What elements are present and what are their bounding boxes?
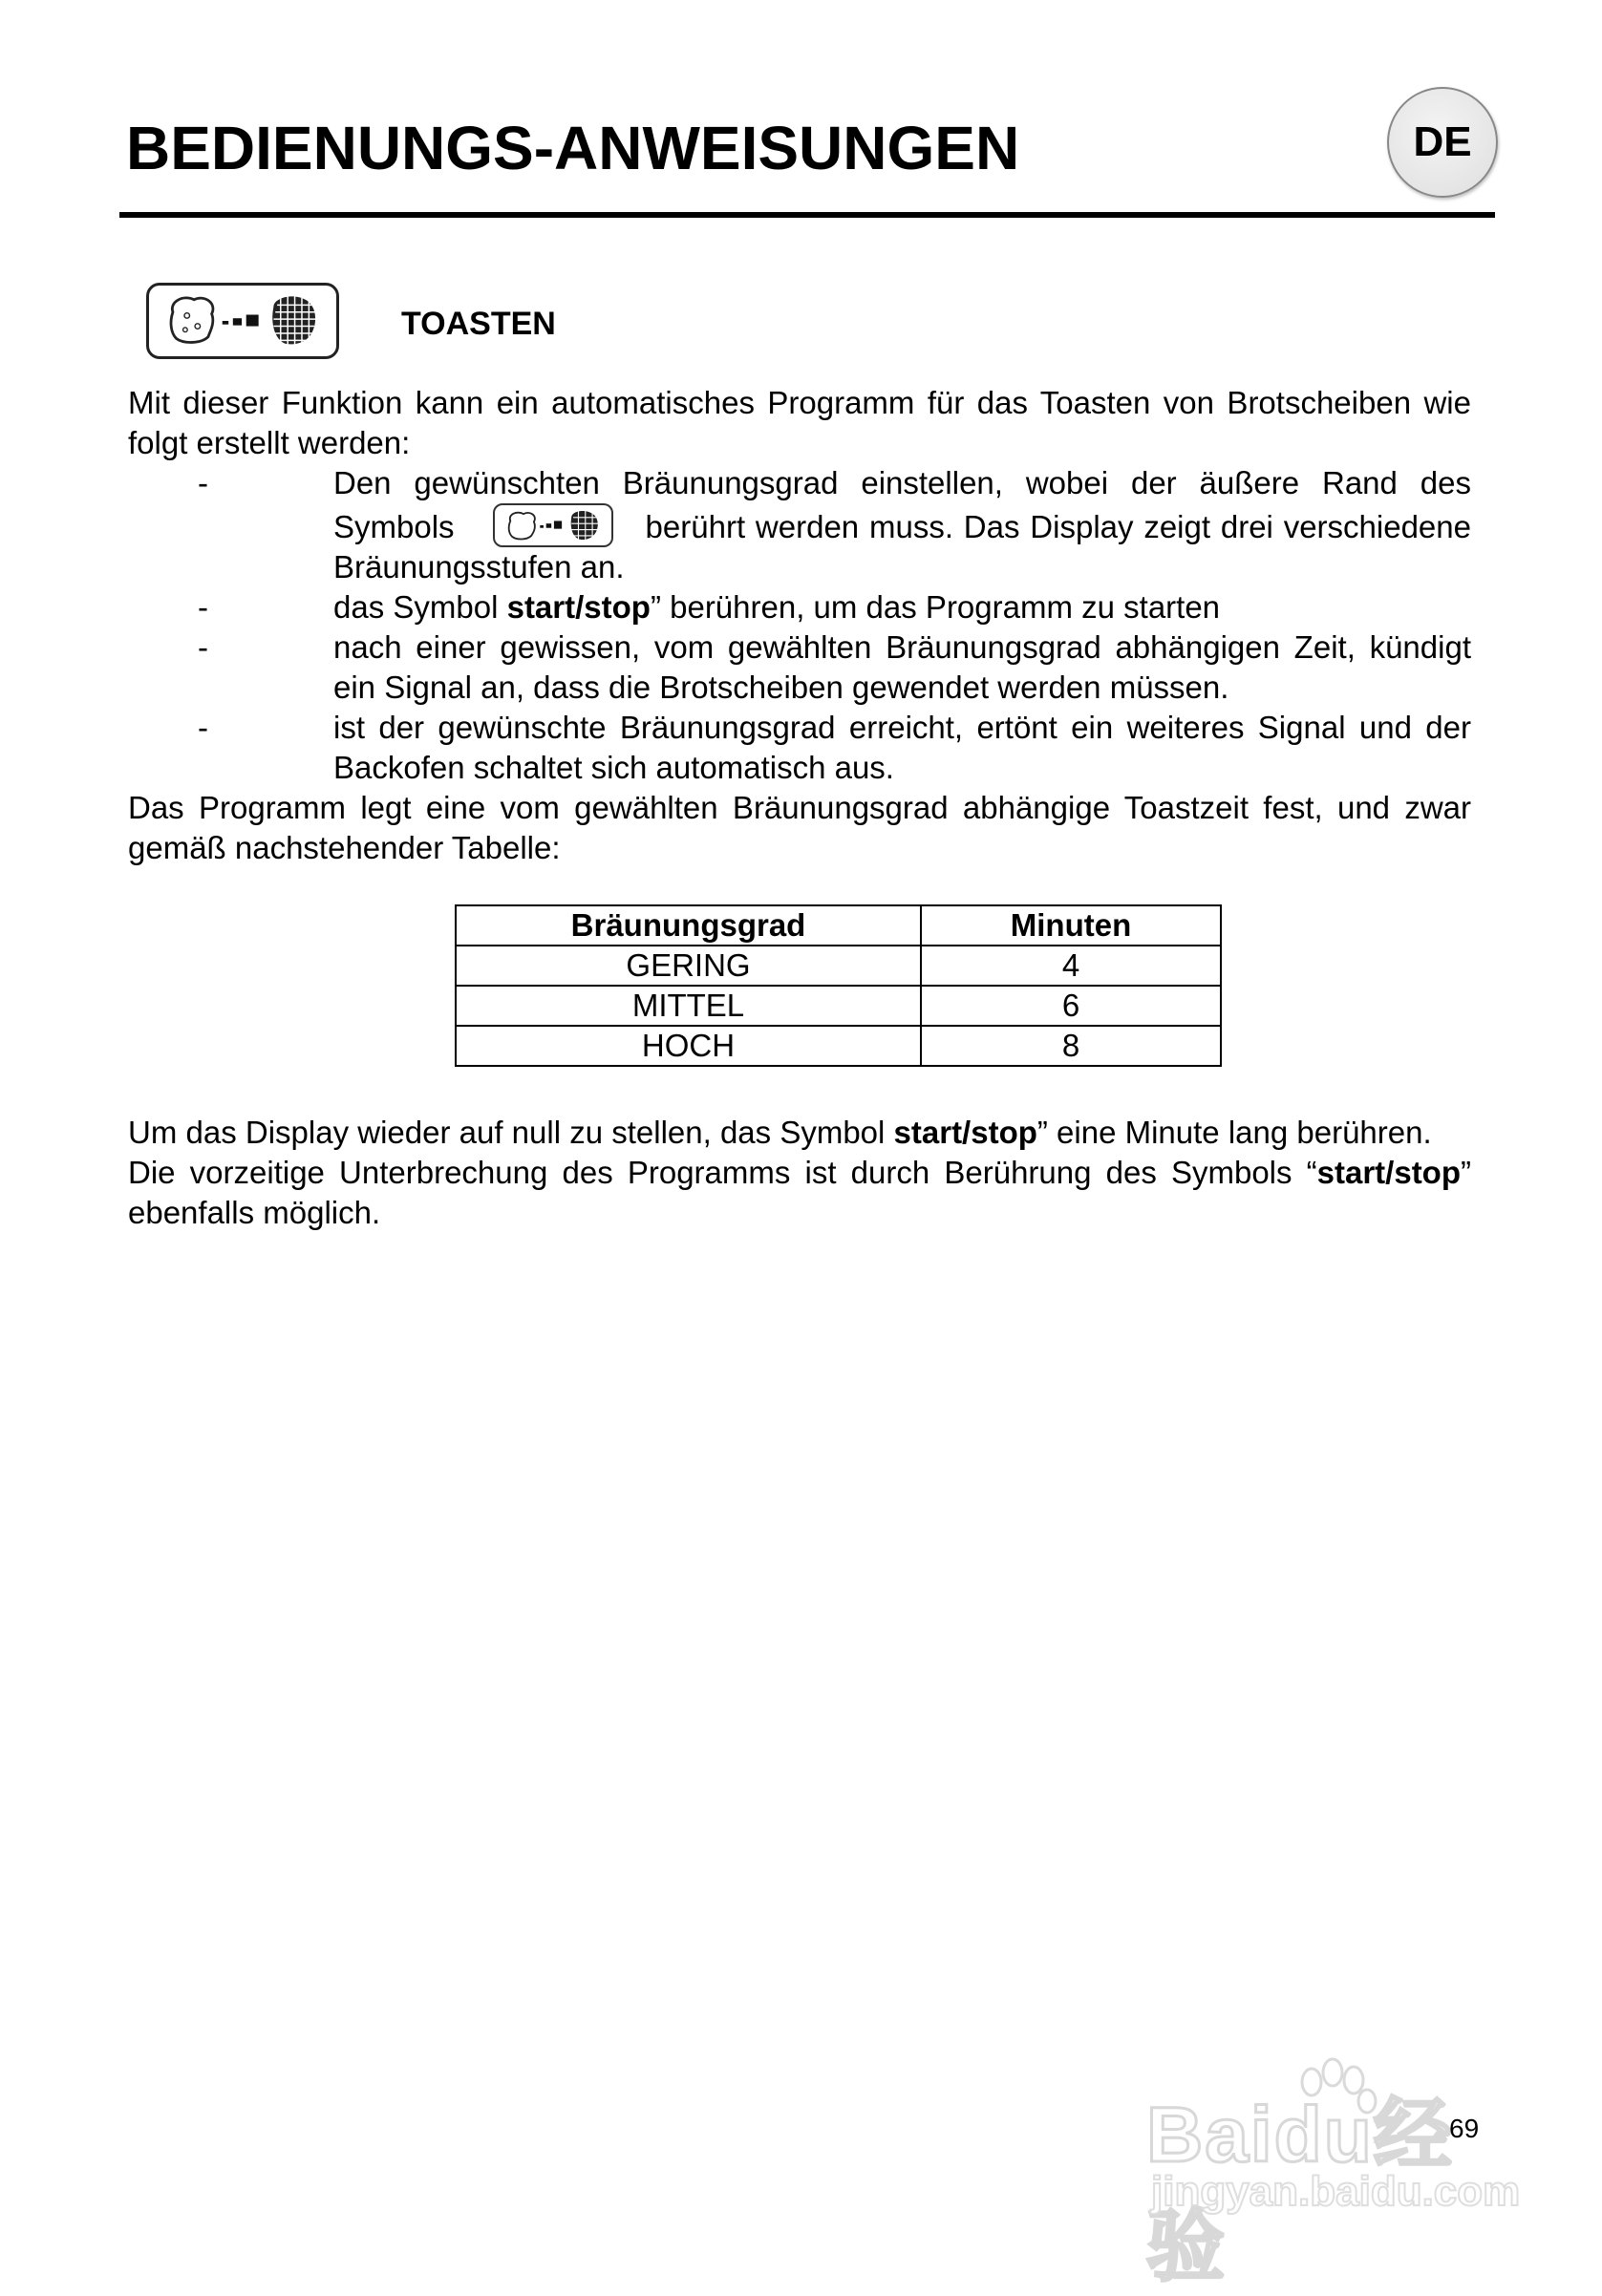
bullet-dash: - [198, 465, 208, 500]
list-item [128, 463, 1471, 587]
list-item [128, 627, 1471, 708]
paragraph-text: Um das Display wieder auf null zu stellen, das Symbol [128, 1115, 894, 1150]
title-divider [119, 212, 1495, 218]
section-body [128, 383, 1471, 868]
toast-browning-icon [146, 283, 339, 359]
closing-text [128, 1113, 1471, 1233]
table-row [456, 946, 1221, 986]
bullet-dash: - [198, 710, 208, 745]
table-row [456, 986, 1221, 1026]
table-cell: 6 [921, 986, 1221, 1026]
column-header-minutes: Minuten [921, 905, 1221, 946]
language-badge: DE [1387, 87, 1498, 198]
paragraph-text-after: ” eine Minute lang berühren. [1036, 1115, 1432, 1150]
intro-paragraph: Mit dieser Funktion kann ein automatisches Programm für das Toasten von Brotscheiben wie folgt erstellt werden: [128, 385, 1471, 460]
bullet-dash: - [198, 589, 208, 625]
browning-table [455, 904, 1222, 1067]
bullet-text-after: ” berühren, um das Programm zu starten [650, 589, 1221, 625]
table-cell: 8 [921, 1026, 1221, 1066]
toast-browning-icon-graphic [149, 286, 336, 356]
watermark-word: Baidu经验 [1146, 2092, 1454, 2290]
bullet-text: ist der gewünschte Bräunungsgrad erreicht, ertönt ein weiteres Signal und der Backofen schaltet sich automatisch aus. [333, 710, 1471, 785]
page-number: 69 [1449, 2114, 1480, 2143]
column-header-browning: Bräunungsgrad [456, 905, 921, 946]
start-stop-label: start/stop [506, 589, 651, 625]
watermark-url: jingyan.baidu.com [1151, 2168, 1521, 2215]
toast-browning-inline-icon [493, 503, 613, 547]
table-row [456, 1026, 1221, 1066]
bullet-dash: - [198, 629, 208, 665]
bullet-text: das Symbol [333, 589, 507, 625]
bullet-text-continued: berührt werden muss. Das Display zeigt drei verschiedene Bräunungsstufen an. [333, 509, 1471, 585]
interrupt-paragraph [128, 1153, 1471, 1233]
list-item [128, 708, 1471, 788]
bullet-text: Den gewünschten Bräunungsgrad einstellen, wobei der äußere Rand des Symbols [333, 465, 1471, 544]
table-cell: 4 [921, 946, 1221, 986]
paragraph-text: Die vorzeitige Unterbrechung des Programms ist durch Berührung des Symbols “ [128, 1155, 1317, 1190]
table-cell: HOCH [456, 1026, 921, 1066]
start-stop-label: start/stop [1316, 1155, 1461, 1190]
paragraph-text-after: ” ebenfalls möglich. [128, 1155, 1471, 1230]
bullet-text: nach einer gewissen, vom gewählten Bräunungsgrad abhängigen Zeit, kündigt ein Signal an, dass die Brotscheiben gewendet werden müssen. [333, 629, 1471, 705]
reset-paragraph [128, 1113, 1471, 1153]
table-intro-paragraph: Das Programm legt eine vom gewählten Bräunungsgrad abhängige Toastzeit fest, und zwar gemäß nachstehender Tabelle: [128, 790, 1471, 865]
section-heading: TOASTEN [401, 306, 556, 342]
list-item [128, 587, 1471, 627]
instruction-list [128, 463, 1471, 788]
table-cell: GERING [456, 946, 921, 986]
table-cell: MITTEL [456, 986, 921, 1026]
page-title: BEDIENUNGS-ANWEISUNGEN [126, 114, 1020, 182]
start-stop-label: start/stop [893, 1115, 1037, 1150]
table-header-row [456, 905, 1221, 946]
